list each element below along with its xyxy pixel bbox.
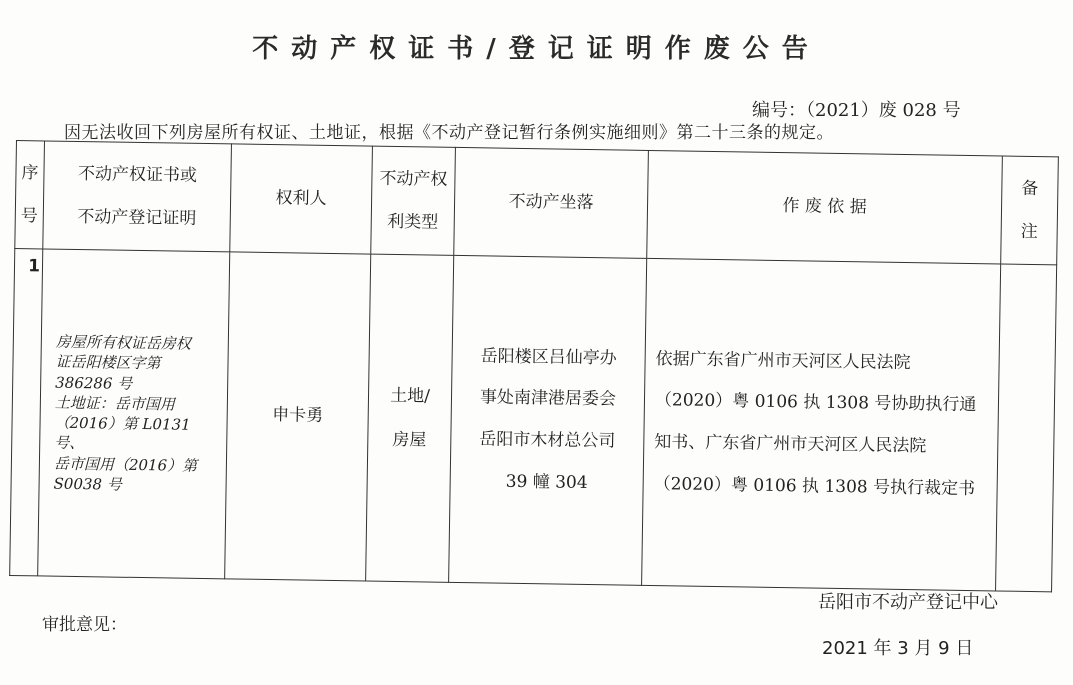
approval-label: 审批意见： — [42, 615, 127, 635]
header-seq: 序 号 — [15, 141, 45, 249]
revocation-table — [9, 140, 1059, 592]
header-location: 不动产坐落 — [454, 147, 649, 258]
row-certificate: 房屋所有权证岳房权 证岳阳楼区字第 386286 号 土地证：岳市国用 （2016）第 L0131 号、 岳市国用（2016）第 S0038 号 — [38, 249, 230, 579]
row-right-type: 土地/ 房屋 — [366, 254, 454, 582]
intro-text: 因无法收回下列房屋所有权证、土地证，根据《不动产登记暂行条例实施细则》第二十三条的规定。 — [64, 123, 834, 143]
row-seq: 1 — [10, 248, 43, 575]
row-basis: 依据广东省广州市天河区人民法院 （2020）粤 0106 执 1308 号协助执行通 知书、广东省广州市天河区人民法院 （2020）粤 0106 执 1308 号执行裁定书 — [642, 258, 1001, 591]
row-remark — [996, 264, 1057, 592]
issue-date: 2021 年 3 月 9 日 — [822, 638, 974, 659]
document-number: 编号：（2021）废 028 号 — [752, 100, 961, 121]
row-holder: 申卡勇 — [225, 252, 371, 581]
table-header-row — [15, 141, 1059, 265]
header-remark: 备 注 — [1001, 156, 1059, 265]
header-right-type: 不动产权 利类型 — [371, 146, 456, 255]
header-holder: 权利人 — [230, 144, 373, 254]
header-certificate: 不动产权证书或 不动产登记证明 — [43, 141, 232, 252]
issuer-name: 岳阳市不动产登记中心 — [818, 592, 998, 613]
header-basis: 作 废 依 据 — [647, 150, 1003, 264]
table-row — [10, 248, 1057, 591]
row-location: 岳阳楼区吕仙亭办 事处南津港居委会 岳阳市木材总公司 39 幢 304 — [449, 255, 647, 585]
page-title: 不动产权证书/登记证明作废公告 — [252, 34, 821, 64]
